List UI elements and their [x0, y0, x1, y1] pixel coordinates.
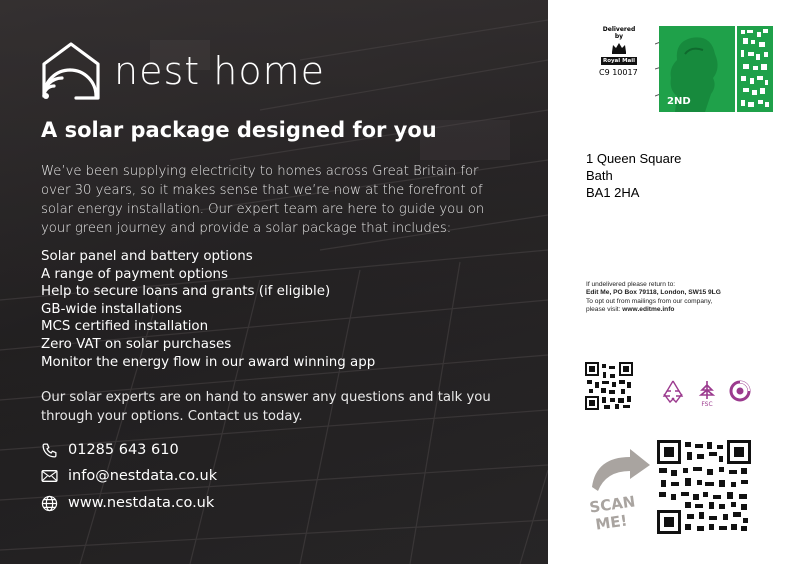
globe-icon — [40, 494, 58, 512]
sustainable-icon — [728, 379, 752, 407]
opt-out-url[interactable]: www.editme.info — [622, 305, 675, 313]
address-line: BA1 2HA — [586, 185, 640, 200]
feature-item: A range of payment options — [41, 266, 228, 282]
main-qr-code[interactable] — [657, 440, 751, 538]
return-line: If undelivered please return to: — [586, 281, 676, 288]
crown-icon — [611, 42, 627, 54]
brand-logo — [40, 40, 325, 102]
outro-paragraph: Our solar experts are on hand to answer any questions and talk you through your options. Contact us today. — [41, 390, 491, 424]
return-address: Edit Me, PO Box 79118, London, SW15 9LG — [586, 289, 721, 297]
phone-icon — [40, 441, 58, 459]
return-address-block — [586, 281, 721, 314]
recipient-address — [586, 150, 681, 201]
scan-me-graphic — [586, 447, 652, 535]
headline: A solar package designed for you — [41, 118, 437, 142]
contact-email[interactable] — [40, 467, 217, 485]
contact-phone[interactable] — [40, 441, 179, 459]
scan-text: SCAN — [588, 492, 637, 517]
feature-list — [41, 248, 375, 371]
email-address: info@nestdata.co.uk — [68, 468, 218, 484]
feature-item: Monitor the energy flow in our award winning app — [41, 354, 376, 370]
feature-item: MCS certified installation — [41, 319, 209, 335]
fsc-icon — [696, 379, 718, 408]
feature-item: Zero VAT on solar purchases — [41, 336, 232, 352]
eco-logos — [660, 378, 762, 408]
royal-mail-label: Royal Mail — [602, 58, 636, 64]
address-line: Bath — [586, 168, 613, 183]
postage-stamp — [655, 24, 777, 114]
recycle-icon — [660, 378, 686, 408]
nest-home-logo-icon — [40, 40, 102, 102]
contact-website[interactable] — [40, 494, 214, 512]
mail-code: C9 10017 — [599, 68, 638, 77]
feature-item: Solar panel and battery options — [41, 249, 253, 264]
small-qr-code — [585, 362, 633, 414]
website-url: www.nestdata.co.uk — [68, 495, 215, 511]
opt-out-line: To opt out from mailings from our company, — [586, 297, 713, 305]
opt-out-url-line — [586, 306, 721, 314]
mail-icon — [40, 467, 58, 485]
address-line: 1 Queen Square — [586, 151, 682, 166]
feature-item: Help to secure loans and grants (if eligible) — [41, 284, 331, 300]
feature-item: GB-wide installations — [41, 301, 182, 317]
stamp-class: 2ND — [667, 96, 691, 107]
delivered-by-label: Delivered by — [602, 26, 636, 40]
opt-out-prefix: please visit: — [586, 305, 623, 313]
royal-mail-mark — [598, 26, 640, 65]
me-text: ME! — [594, 511, 629, 531]
fsc-label: FSC — [701, 400, 713, 408]
brand-name: nest home — [114, 49, 325, 93]
phone-number: 01285 643 610 — [68, 442, 179, 458]
intro-paragraph: We’ve been supplying electricity to homes across Great Britain for over 30 years, so it makes sense that we’re now at the forefront of solar energy installation. Our expert team are here to guide you on your green journey and provide a solar package that includes: — [41, 164, 485, 236]
